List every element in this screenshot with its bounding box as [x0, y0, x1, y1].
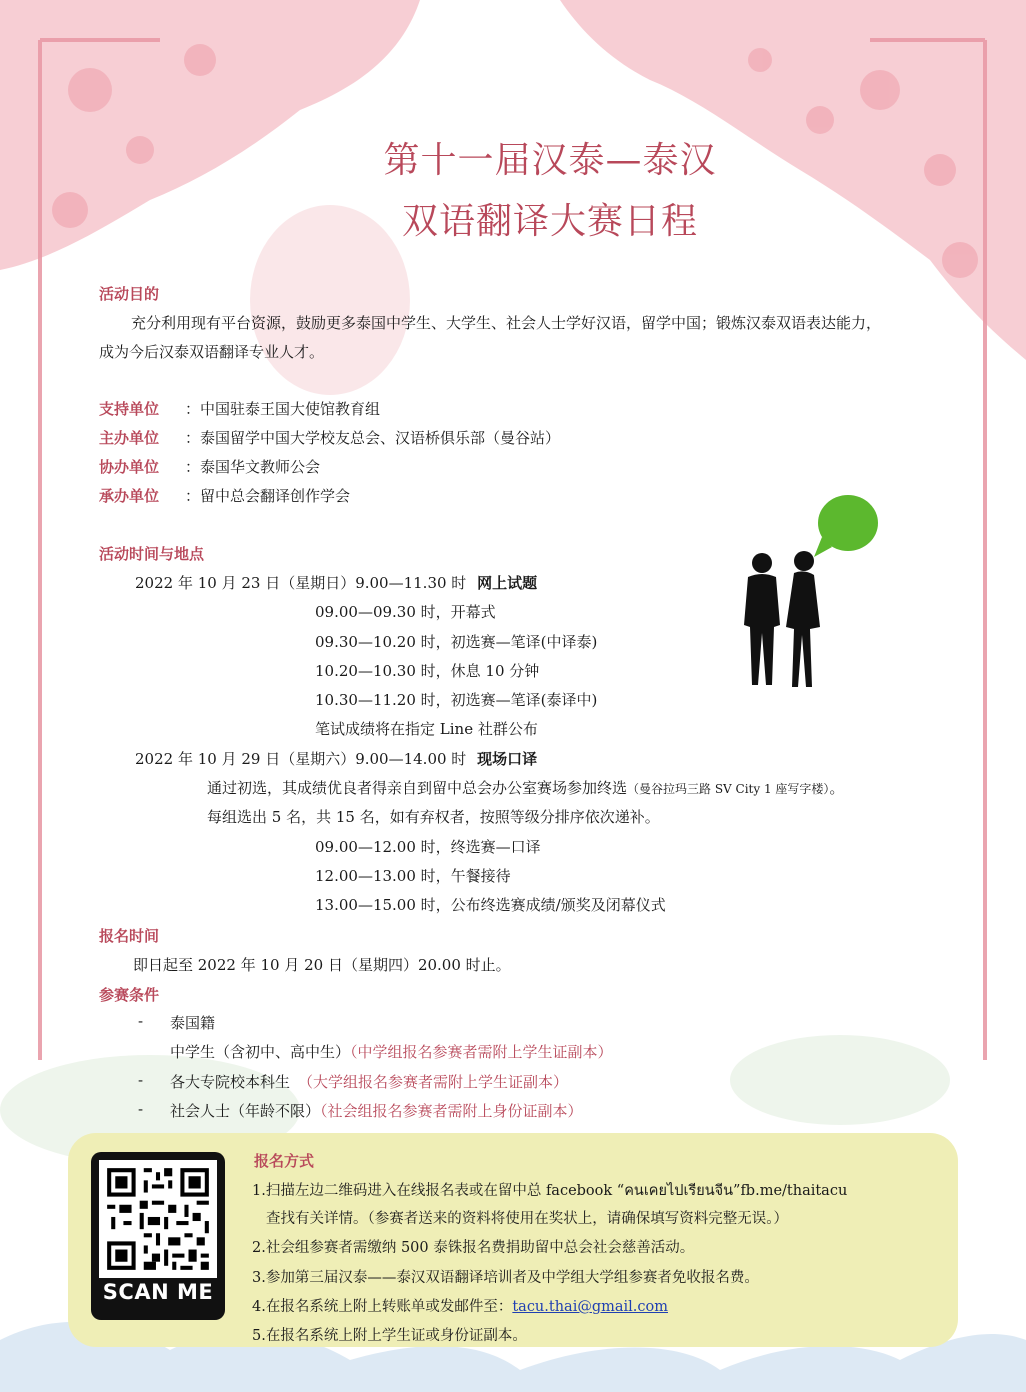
day2-item: 12.00—13.00 时，午餐接待 — [315, 867, 511, 885]
register-step-3: 3.参加第三届汉泰——泰汉双语翻译培训者及中学组大学组参赛者免收报名费。 — [252, 1270, 759, 1286]
condition-item — [170, 1071, 568, 1092]
organizer-value: ：泰国华文教师公会 — [185, 458, 321, 476]
day2-desc-1-end: 。 — [829, 779, 845, 797]
organizer-label: 主办单位 — [99, 429, 160, 447]
condition-dash: - — [138, 1071, 144, 1089]
condition-dash: - — [138, 1012, 144, 1030]
purpose-text-1: 充分利用现有平台资源，鼓励更多泰国中学生、大学生、社会人士学好汉语，留学中国；锻炼汉泰双语表达能力， — [131, 314, 882, 332]
registration-time-text: 即日起至 2022 年 10 月 20 日（星期四）20.00 时止。 — [133, 956, 511, 974]
condition-note: （中学组报名参赛者需附上学生证副本） — [350, 1043, 613, 1061]
condition-note: （社会组报名参赛者需附上身份证副本） — [320, 1102, 583, 1120]
day2-item: 13.00—15.00 时，公布终选赛成绩/颁奖及闭幕仪式 — [315, 896, 666, 914]
organizer-value: ：泰国留学中国大学校友总会、汉语桥俱乐部（曼谷站） — [185, 429, 561, 447]
page-title-line1: 第十一届汉泰—泰汉 — [383, 140, 717, 181]
day1-date-text: 2022 年 10 月 23 日（星期日）9.00—11.30 时 — [135, 574, 467, 592]
day1-mode: 网上试题 — [477, 574, 538, 592]
qr-code-pattern-icon — [99, 1160, 217, 1278]
day1-item: 09.30—10.20 时，初选赛—笔译(中译泰) — [315, 633, 598, 651]
condition-dash: - — [138, 1100, 144, 1118]
organizer-label: 支持单位 — [99, 400, 160, 418]
condition-note: （大学组报名参赛者需附上学生证副本） — [298, 1073, 569, 1091]
day2-date-text: 2022 年 10 月 29 日（星期六）9.00—14.00 时 — [135, 750, 467, 768]
register-step-4-text: 4.在报名系统上附上转账单或发邮件至： — [252, 1299, 513, 1315]
day2-desc-1 — [207, 777, 844, 798]
day1-item: 10.20—10.30 时，休息 10 分钟 — [315, 662, 540, 680]
qr-code-icon — [99, 1160, 217, 1278]
register-step-2: 2.社会组参赛者需缴纳 500 泰铢报名费捐助留中总会社会慈善活动。 — [252, 1240, 695, 1256]
purpose-heading: 活动目的 — [99, 285, 160, 303]
email-link[interactable]: tacu.thai@gmail.com — [512, 1299, 668, 1315]
registration-time-heading: 报名时间 — [99, 927, 160, 945]
register-step-5: 5.在报名系统上附上学生证或身份证副本。 — [252, 1328, 527, 1344]
couple-silhouette-icon — [740, 495, 890, 695]
condition-item — [170, 1100, 583, 1121]
day1-date — [135, 572, 537, 593]
organizer-value: ：中国驻泰王国大使馆教育组 — [185, 400, 381, 418]
day2-desc-1-text: 通过初选，其成绩优良者得亲自到留中总会办公室赛场参加终选 — [207, 779, 628, 797]
condition-text: 社会人士（年龄不限） — [170, 1102, 321, 1120]
day2-venue-note: （曼谷拉玛三路 SV City 1 座写字楼） — [627, 782, 830, 796]
page-title-line2: 双语翻译大赛日程 — [401, 201, 698, 242]
register-step-1: 1.扫描左边二维码进入在线报名表或在留中总 facebook “คนเคยไปเรียนจีน”fb.me/thaitacu — [252, 1183, 848, 1199]
condition-item: 泰国籍 — [170, 1014, 216, 1032]
day1-item: 笔试成绩将在指定 Line 社群公布 — [315, 720, 538, 738]
day2-mode: 现场口译 — [477, 750, 538, 768]
conditions-heading: 参赛条件 — [99, 986, 160, 1004]
day2-item: 09.00—12.00 时，终选赛—口译 — [315, 838, 541, 856]
day2-desc-2: 每组选出 5 名，共 15 名，如有弃权者，按照等级分排序依次递补。 — [207, 808, 660, 826]
register-step-1-detail: 查找有关详情。（参赛者送来的资料将使用在奖状上，请确保填写资料完整无误。） — [266, 1211, 788, 1227]
schedule-heading: 活动时间与地点 — [99, 545, 205, 563]
organizer-value: ：留中总会翻译创作学会 — [185, 487, 351, 505]
condition-text: 中学生（含初中、高中生） — [170, 1043, 351, 1061]
organizer-label: 承办单位 — [99, 487, 160, 505]
condition-item — [170, 1041, 613, 1062]
qr-code-card[interactable] — [91, 1152, 225, 1320]
day1-item: 10.30—11.20 时，初选赛—笔译(泰译中) — [315, 691, 598, 709]
register-step-4 — [252, 1295, 668, 1316]
condition-text: 各大专院校本科生 — [170, 1073, 291, 1091]
organizer-label: 协办单位 — [99, 458, 160, 476]
scan-me-label: SCAN ME — [102, 1280, 214, 1304]
day1-item: 09.00—09.30 时，开幕式 — [315, 603, 496, 621]
day2-date — [135, 748, 537, 769]
purpose-text-2: 成为今后汉泰双语翻译专业人才。 — [99, 343, 325, 361]
register-heading: 报名方式 — [254, 1152, 315, 1170]
